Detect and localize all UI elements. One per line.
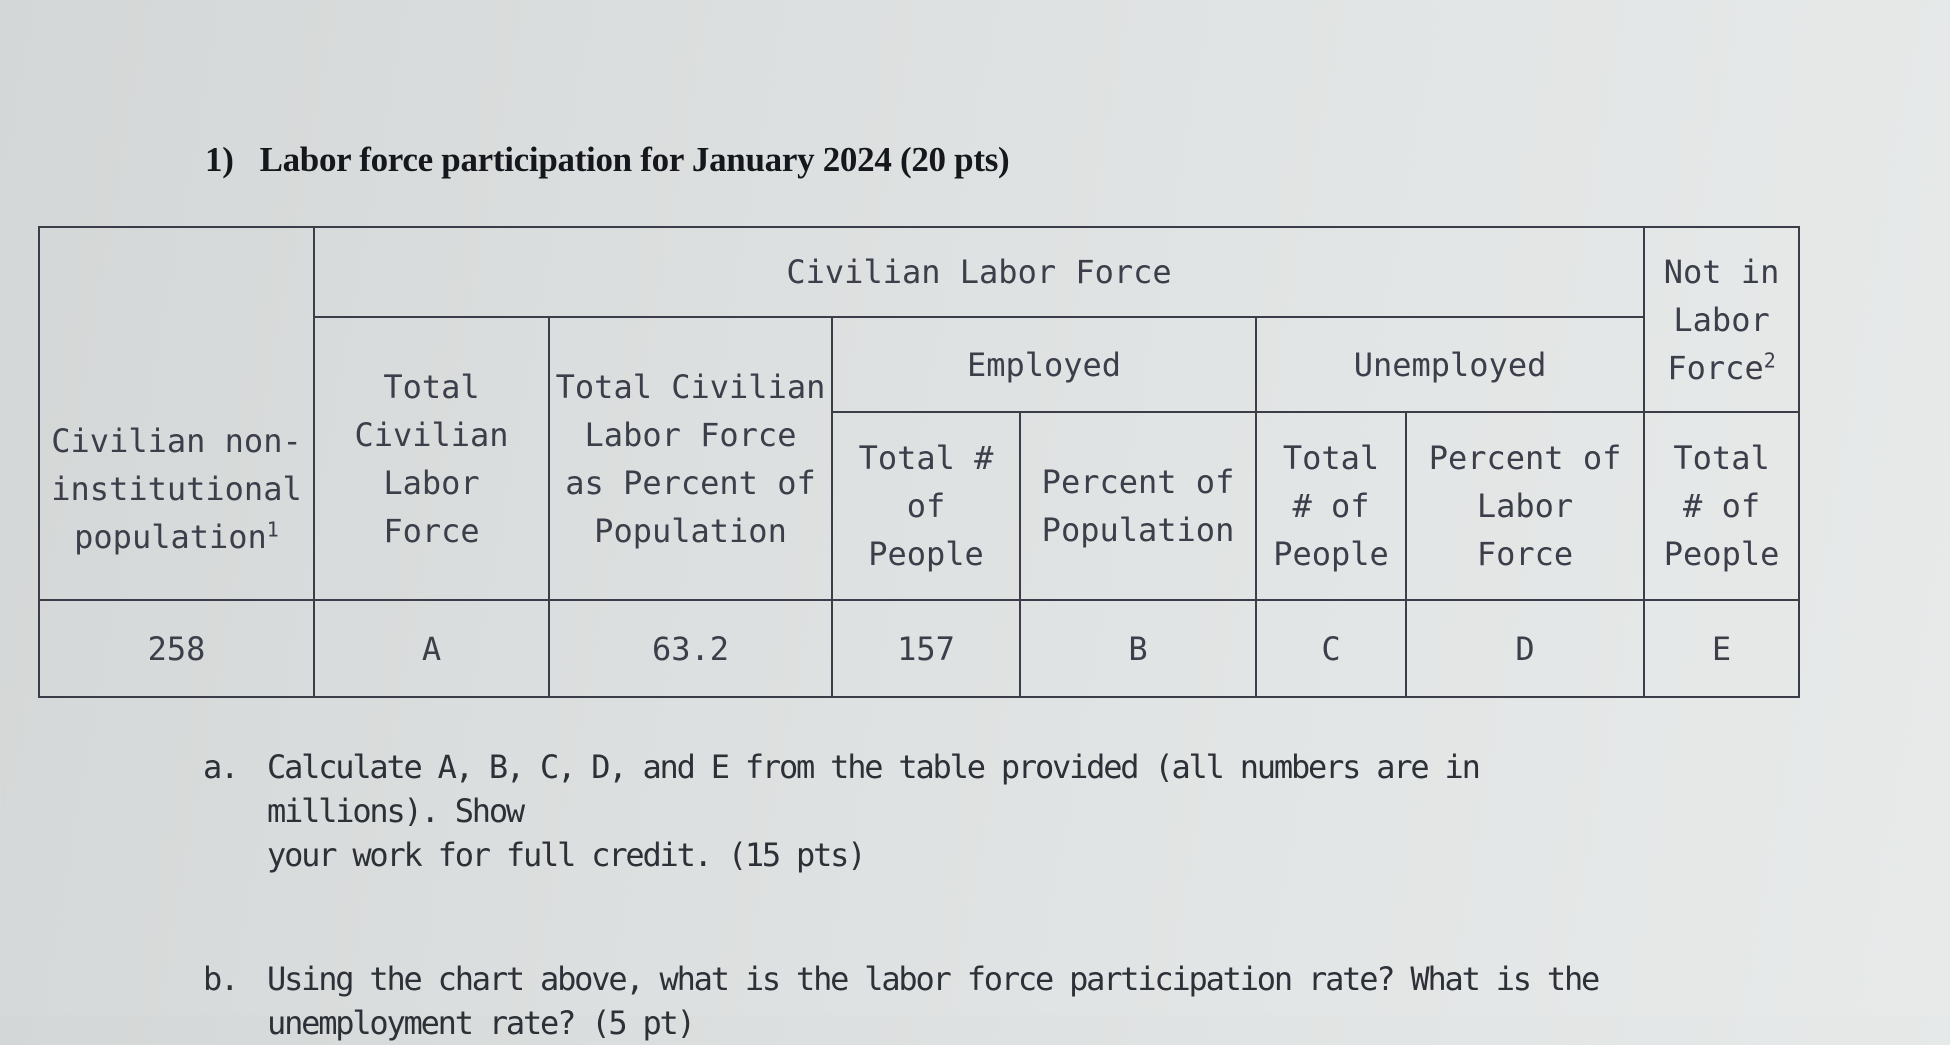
unemployed-total-value: C xyxy=(1256,600,1406,697)
labor-force-percent-value: 63.2 xyxy=(549,600,832,697)
total-labor-force-value: A xyxy=(314,600,549,697)
employed-percent-label: Percent of Population xyxy=(1041,463,1235,549)
civilian-labor-force-label: Civilian Labor Force xyxy=(786,253,1172,291)
subquestion-b-text: Using the chart above, what is the labor force participation rate? What is the unemployment rate? (5 pt) xyxy=(267,960,1599,1042)
subquestion-b xyxy=(205,957,1655,1045)
employed-percent-value: B xyxy=(1020,600,1256,697)
not-in-labor-force-header xyxy=(1644,227,1799,412)
unemployed-total-header xyxy=(1256,412,1406,600)
header-row-group xyxy=(39,227,1799,317)
labor-force-table-container xyxy=(38,226,1798,696)
not-in-labor-force-label: Not in Labor Force xyxy=(1663,252,1780,387)
employed-percent-header xyxy=(1020,412,1256,600)
population-header xyxy=(39,227,314,600)
not-in-lf-total-header xyxy=(1644,412,1799,600)
subquestions xyxy=(205,745,1655,1045)
civilian-labor-force-header xyxy=(314,227,1644,317)
unemployed-header xyxy=(1256,317,1644,412)
table-row xyxy=(39,600,1799,697)
population-footnote: 1 xyxy=(266,516,279,541)
unemployed-percent-header xyxy=(1406,412,1644,600)
labor-force-percent-label: Total Civilian Labor Force as Percent of Population xyxy=(555,367,826,550)
subquestion-b-marker: b. xyxy=(203,960,238,998)
subquestion-a-text: Calculate A, B, C, D, and E from the table provided (all numbers are in millions). Show your work for full credit. (15 pts) xyxy=(267,748,1479,874)
unemployed-percent-label: Percent of Labor Force xyxy=(1428,439,1622,573)
not-in-lf-total-label: Total # of People xyxy=(1663,439,1780,573)
unemployed-total-label: Total # of People xyxy=(1273,439,1389,573)
question-heading xyxy=(205,140,1009,180)
employed-total-header xyxy=(832,412,1020,600)
unemployed-percent-value: D xyxy=(1406,600,1644,697)
employed-header xyxy=(832,317,1256,412)
subquestion-a xyxy=(205,745,1655,877)
subquestion-a-marker: a. xyxy=(203,748,238,786)
question-title: Labor force participation for January 2024 (20 pts) xyxy=(259,140,1010,179)
not-in-lf-total-value: E xyxy=(1644,600,1799,697)
employed-total-label: Total # of People xyxy=(858,439,994,573)
total-labor-force-label: Total Civilian Labor Force xyxy=(354,367,509,550)
unemployed-label: Unemployed xyxy=(1353,345,1547,384)
labor-force-table xyxy=(38,226,1800,698)
population-value: 258 xyxy=(39,600,314,697)
labor-force-percent-header xyxy=(549,317,832,600)
total-labor-force-header xyxy=(314,317,549,600)
question-number: 1) xyxy=(205,140,234,179)
population-header-label: Civilian non- institutional population xyxy=(51,421,302,556)
employed-label: Employed xyxy=(966,345,1122,384)
employed-total-value: 157 xyxy=(832,600,1020,697)
not-in-labor-force-footnote: 2 xyxy=(1763,347,1776,372)
